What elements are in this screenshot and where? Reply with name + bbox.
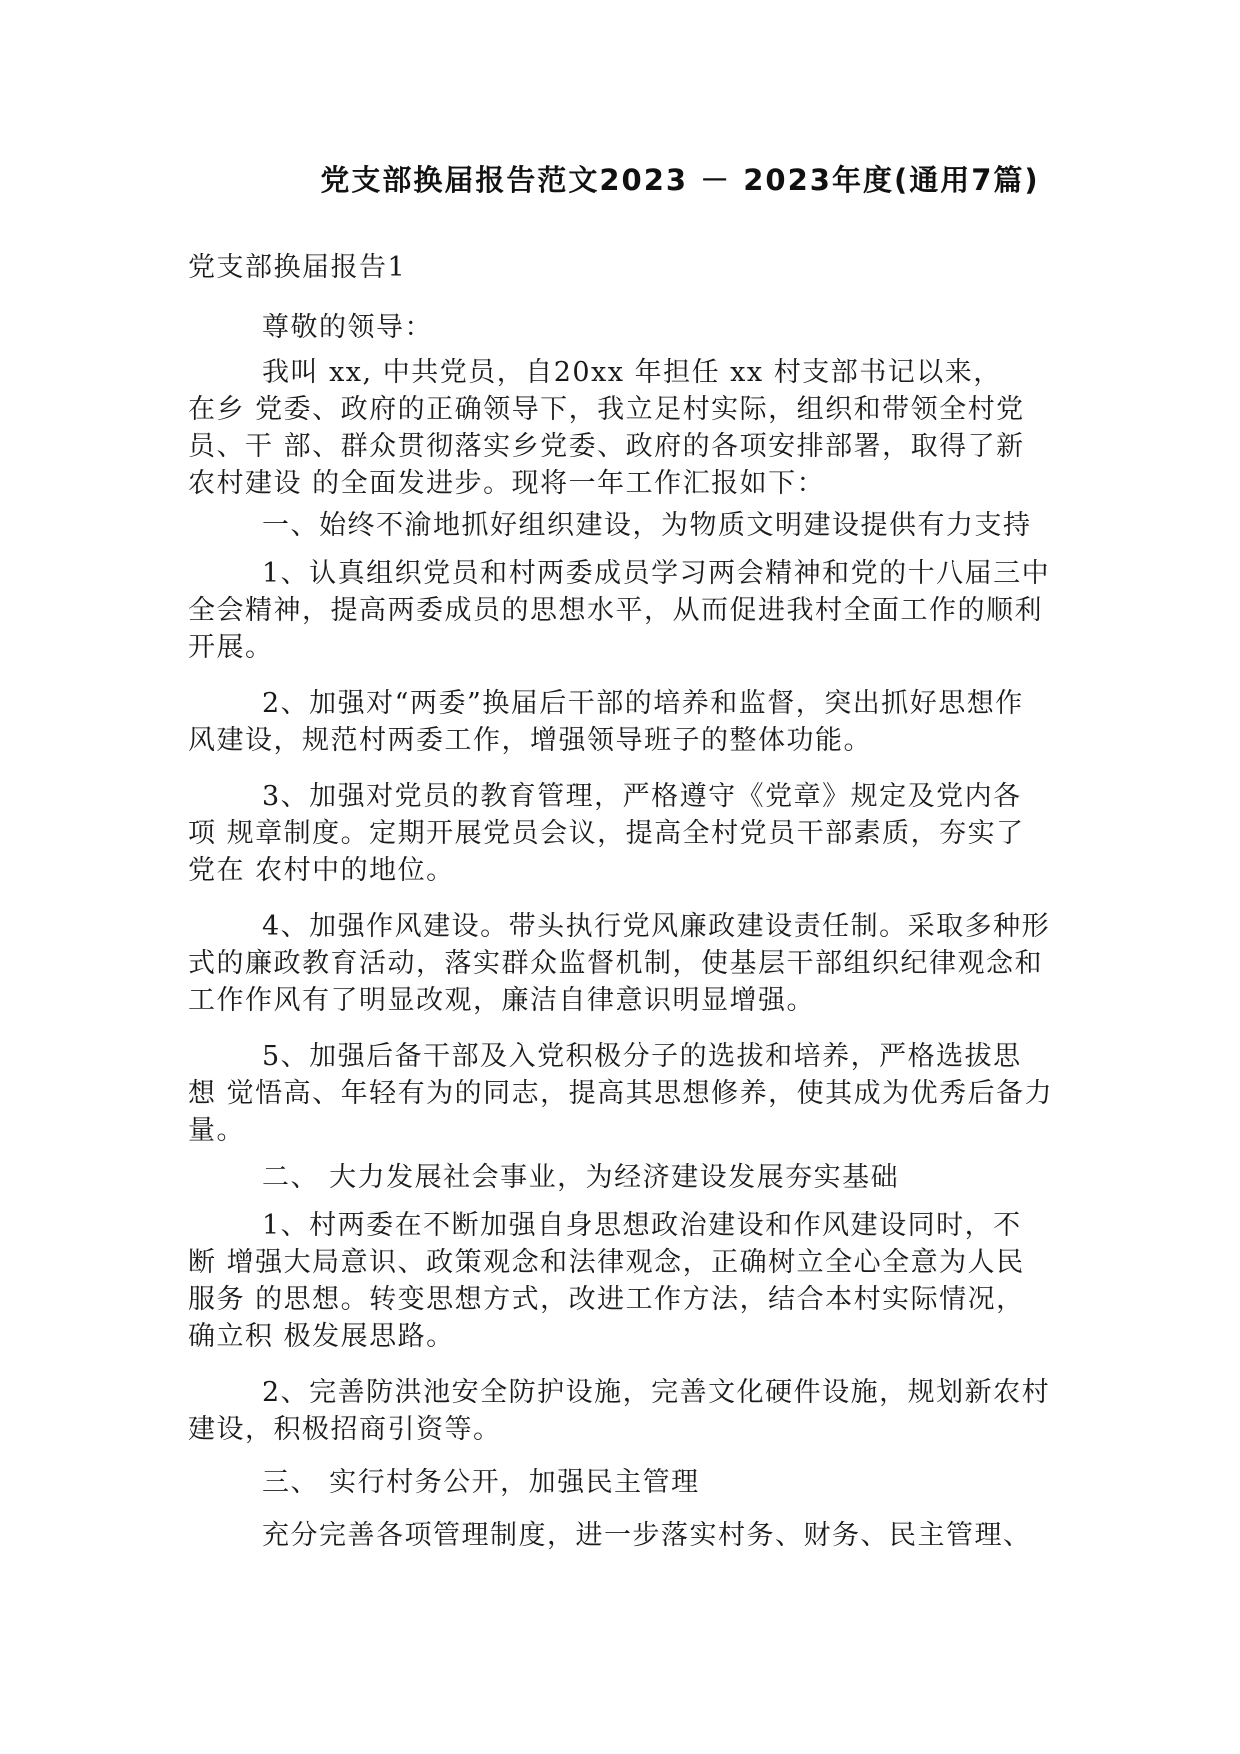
paragraph-line: 想 觉悟高、年轻有为的同志，提高其思想修养，使其成为优秀后备力 — [188, 1078, 1054, 1109]
paragraph-line: 1、认真组织党员和村两委成员学习两会精神和党的十八届三中 — [262, 558, 1051, 589]
paragraph-line: 在乡 党委、政府的正确领导下，我立足村实际，组织和带领全村党 — [188, 394, 1025, 425]
paragraph-line: 我叫 xx, 中共党员，自20xx 年担任 xx 村支部书记以来， — [262, 357, 1002, 388]
paragraph-line: 项 规章制度。定期开展党员会议，提高全村党员干部素质，夯实了 — [188, 818, 1025, 849]
paragraph-line: 断 增强大局意识、政策观念和法律观念，正确树立全心全意为人民 — [188, 1247, 1025, 1278]
paragraph-line: 式的廉政教育活动，落实群众监督机制，使基层干部组织纪律观念和 — [188, 948, 1043, 979]
section-subheading: 一、始终不渝地抓好组织建设，为物质文明建设提供有力支持 — [262, 510, 1032, 541]
paragraph-line: 建设，积极招商引资等。 — [188, 1414, 502, 1445]
paragraph-line: 确立积 极发展思路。 — [188, 1321, 455, 1352]
paragraph-line: 3、加强对党员的教育管理，严格遵守《党章》规定及党内各 — [262, 781, 1022, 812]
paragraph-line: 4、加强作风建设。带头执行党风廉政建设责任制。采取多种形 — [262, 911, 1051, 942]
paragraph-line: 农村建设 的全面发进步。现将一年工作汇报如下： — [188, 468, 826, 499]
paragraph-line: 2、加强对“两委”换届后干部的培养和监督，突出抓好思想作 — [262, 688, 1024, 719]
paragraph-line: 服务 的思想。转变思想方式，改进工作方法，结合本村实际情况， — [188, 1284, 1025, 1315]
section-subheading: 二、 大力发展社会事业，为经济建设发展夯实基础 — [262, 1162, 900, 1193]
paragraph-line: 量。 — [188, 1115, 245, 1146]
paragraph-line: 5、加强后备干部及入党积极分子的选拔和培养，严格选拔思 — [262, 1041, 1022, 1072]
section-subheading: 三、 实行村务公开，加强民主管理 — [262, 1467, 700, 1498]
paragraph-line: 员、干 部、群众贯彻落实乡党委、政府的各项安排部署，取得了新 — [188, 431, 1025, 462]
paragraph-line: 开展。 — [188, 632, 274, 663]
paragraph-line: 工作作风有了明显改观，廉洁自律意识明显增强。 — [188, 985, 815, 1016]
paragraph-line: 党在 农村中的地位。 — [188, 855, 455, 886]
salutation: 尊敬的领导： — [262, 312, 433, 343]
paragraph-line: 风建设，规范村两委工作，增强领导班子的整体功能。 — [188, 725, 872, 756]
paragraph-line: 全会精神，提高两委成员的思想水平，从而促进我村全面工作的顺利 — [188, 595, 1043, 626]
paragraph-line: 1、村两委在不断加强自身思想政治建设和作风建设同时，不 — [262, 1210, 1022, 1241]
section-heading: 党支部换届报告1 — [188, 252, 407, 283]
document-title: 党支部换届报告范文2023 － 2023年度(通用7篇) — [320, 163, 1040, 197]
paragraph-line: 充分完善各项管理制度，进一步落实村务、财务、民主管理、 — [262, 1520, 1032, 1551]
paragraph-line: 2、完善防洪池安全防护设施，完善文化硬件设施，规划新农村 — [262, 1377, 1051, 1408]
